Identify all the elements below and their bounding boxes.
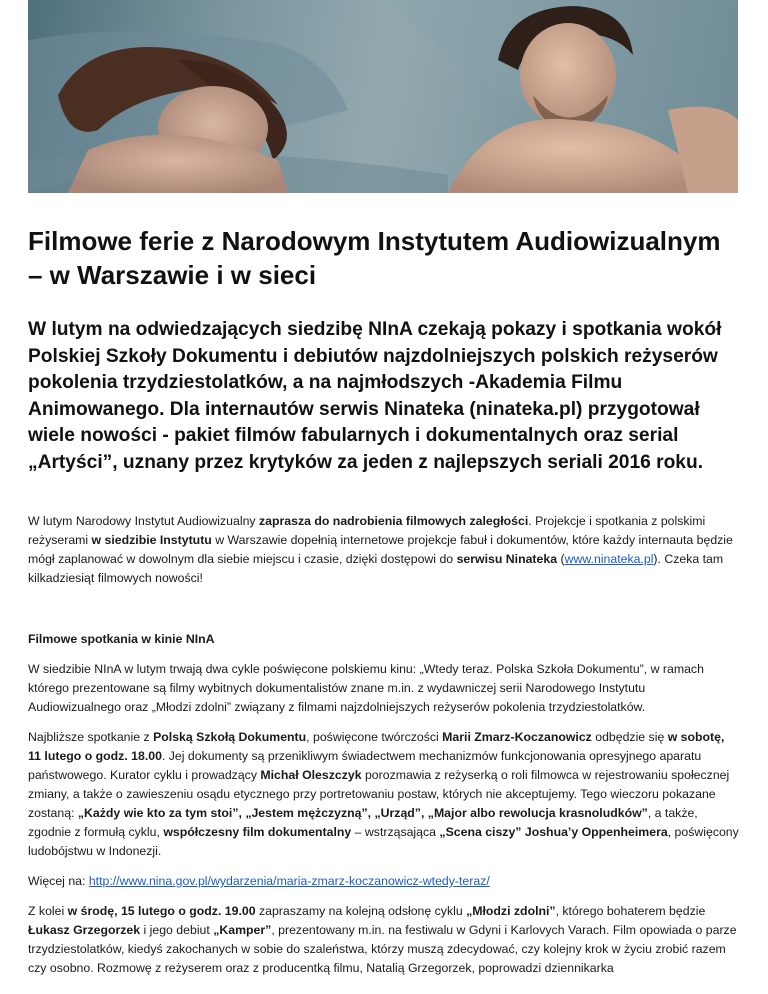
cycles-paragraph: W siedzibie NInA w lutym trwają dwa cykle poświęcone polskiemu kinu: „Wtedy teraz. Polska Szkoła Dokumentu”, w ramach którego prezentowane są filmy wybitnych dokumentalistów znane m.in. z wydawniczej serii Narodowego Instytutu Audiowizualnego oraz „Młodzi zdolni” związany z filmami najzdolniejszych reżyserów pokolenia trzydziestolatków. xyxy=(28,662,704,714)
article-lead: W lutym na odwiedzających siedzibę NInA czekają pokazy i spotkania wokół Polskiej Szkoły Dokumentu i debiutów najzdolniejszych polskich reżyserów pokolenia trzydziestolatków, a na najmłodszych -Akademia Filmu Animowanego. Dla internautów serwis Ninateka (ninateka.pl) przygotował wiele nowości - pakiet filmów fabularnych i dokumentalnych oraz serial „Artyści”, uznany przez krytyków za jeden z najlepszych seriali 2016 roku. xyxy=(28,319,722,473)
hero-film-still xyxy=(28,0,738,193)
ninateka-link[interactable]: www.ninateka.pl xyxy=(564,552,654,566)
film-still-image xyxy=(28,0,738,193)
article-title: Filmowe ferie z Narodowym Instytutem Audiowizualnym – w Warszawie i w sieci xyxy=(28,226,721,290)
article-body xyxy=(28,512,740,978)
documentary-paragraph: Najbliższe spotkanie z Polską Szkołą Dokumentu, poświęcone twórczości Marii Zmarz-Koczanowicz odbędzie się w sobotę, 11 lutego o godz. 18.00. Jej dokumenty są przenikliwym świadectwem mechanizmów funkcjonowania opresyjnego aparatu państwowego. Kurator cyklu i prowadzący Michał Oleszczyk porozmawia z reżyserką o roli filmowca w rejestrowaniu społecznej zmiany, a także o zawieszeniu osądu etycznego przy portretowaniu postaw, których nie akceptujemy. Tego wieczoru pokazane zostaną: „Każdy wie kto za tym stoi”, „Jestem mężczyzną”, „Urząd”, „Major albo rewolucja krasnoludków”, a także, zgodnie z formułą cyklu, współczesny film dokumentalny – wstrząsająca „Scena ciszy” Joshua’y Oppenheimera, poświęcony ludobójstwu w Indonezji. xyxy=(28,730,739,858)
nina-event-link[interactable]: http://www.nina.gov.pl/wydarzenia/maria-zmarz-koczanowicz-wtedy-teraz/ xyxy=(88,874,490,888)
intro-paragraph: W lutym Narodowy Instytut Audiowizualny zaprasza do nadrobienia filmowych zaległości. Projekcje i spotkania z polskimi reżyserami w siedzibie Instytutu w Warszawie dopełnią internetowe projekcje fabuł i dokumentów, które każdy internauta będzie mógł zaplanować w dowolnym dla siebie miejscu i czasie, dzięki dostępowi do serwisu Ninateka (www.ninateka.pl). Czeka tam kilkadziesiąt filmowych nowości! xyxy=(28,514,733,585)
young-talents-paragraph: Z kolei w środę, 15 lutego o godz. 19.00 zapraszamy na kolejną odsłonę cyklu „Młodzi zdolni”, którego bohaterem będzie Łukasz Grzegorzek i jego debiut „Kamper”, prezentowany m.in. na festiwalu w Gdyni i Karlovych Varach. Film opowiada o parze trzydziestolatków, kiedyś zakochanych w sobie do szaleństwa, którzy muszą zdecydować, czy kolejny krok w życiu zrobić razem czy osobno. Rozmowę z reżyserem oraz z producentką filmu, Natalią Grzegorzek, poprowadzi dziennikarka xyxy=(28,904,737,975)
more-info-line: Więcej na: http://www.nina.gov.pl/wydarzenia/maria-zmarz-koczanowicz-wtedy-teraz/ xyxy=(28,874,490,888)
section-heading: Filmowe spotkania w kinie NInA xyxy=(28,632,215,646)
